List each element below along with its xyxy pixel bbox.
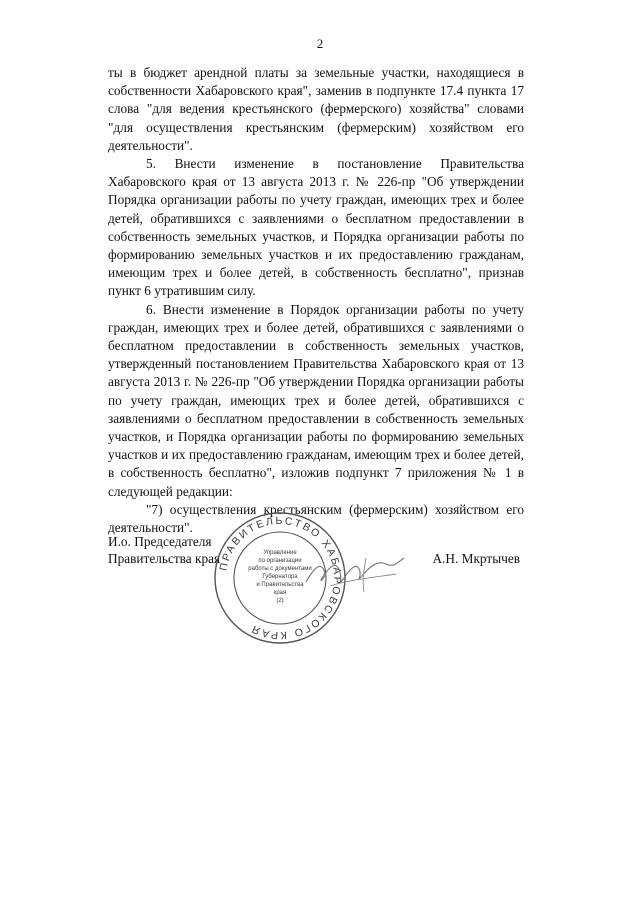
paragraph-item-6: 6. Внести изменение в Порядок организации работы по учету граждан, имеющих трех и более детей, обратившихся с заявлениями о бесплатном предоставлении в собственность земельных участков, утвержденный постановлением Правительства Хабаровского края от 13 августа 2013 г. № 226-пр "Об утверждении Порядка организации работы по учету граждан, имеющих трех и более детей, обратившихся с заявлениями о бесплатном предоставлении в собственность земельных участков, и Порядка организации работы по формированию земельных участков и их предоставлению гражданам, имеющим трех и более детей, в собственность бесплатно", изложив подпункт 7 приложения № 1 в следующей редакции: [108, 301, 524, 499]
page-number: 2 [316, 36, 324, 51]
signatory-position [108, 533, 220, 567]
signatory-name: А.Н. Мкртычев [432, 551, 520, 566]
signatory-position-line2: Правительства края [108, 551, 221, 566]
paragraph-continuation: ты в бюджет арендной платы за земельные участки, находящиеся в собственности Хабаровского края", заменив в подпункте 17.4 пункта 17 слова "для ведения крестьянского (фермерского) хозяйства" словами "для осуществления крестьянским (фермерским) хозяйством его деятельности". [108, 65, 524, 153]
signatory-position-line1: И.о. Председателя [108, 534, 212, 549]
seal-inner-line: работы с документами [248, 566, 312, 572]
seal-inner-line: и Правительства [256, 582, 304, 588]
seal-inner-line: Губернатора [262, 574, 298, 580]
seal-ring-text: ПРАВИТЕЛЬСТВО ХАБАРОВСКОГО КРАЯ [217, 514, 344, 642]
paragraph-quote: "7) осуществления крестьянским (фермерским) хозяйством его деятельности". [108, 501, 524, 536]
seal-inner-line: по организации [258, 558, 302, 564]
seal-inner-line: Управление [263, 550, 297, 556]
handwritten-signature [300, 548, 410, 598]
document-body [108, 64, 524, 537]
seal-inner-line: (2) [276, 598, 284, 604]
paragraph-item-5: 5. Внести изменение в постановление Правительства Хабаровского края от 13 августа 2013 г. № 226-пр "Об утверждении Порядка организации работы по учету граждан, имеющих трех и более детей, обратившихся с заявлениями о бесплатном предоставлении в собственность земельных участков, и Порядка организации работы по формированию земельных участков и их предоставлению гражданам, имеющим трех и более детей, в собственность бесплатно", признав пункт 6 утратившим силу. [108, 156, 524, 299]
seal-inner-line: края [273, 590, 287, 596]
